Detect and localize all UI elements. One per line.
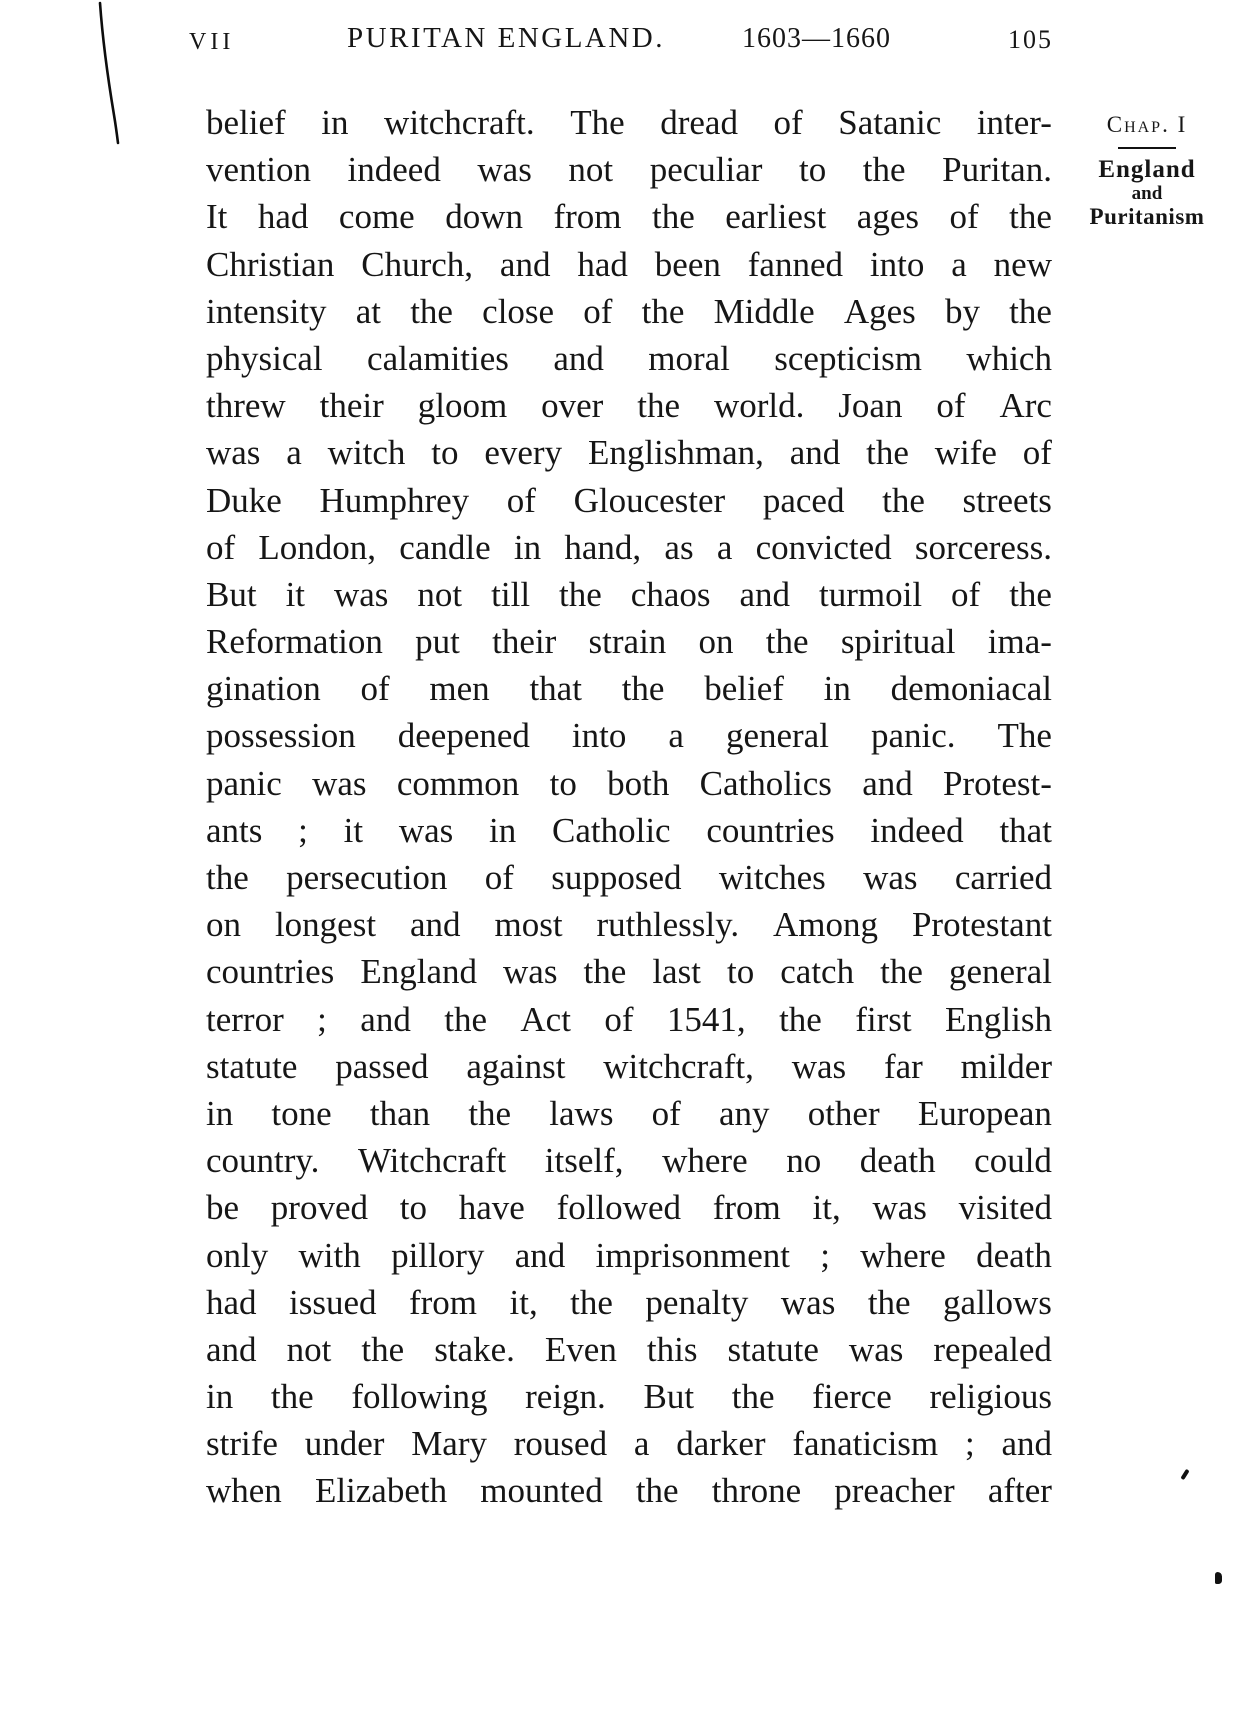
body-line: Reformation put their strain on the spiritual ima- [206,622,1052,662]
body-line: when Elizabeth mounted the throne preacher after [206,1471,1052,1511]
body-line: was a witch to every Englishman, and the wife of [206,433,1052,473]
body-line: Christian Church, and had been fanned into a new [206,244,1052,284]
body-line: only with pillory and imprisonment ; where death [206,1235,1052,1275]
ink-speck [1215,1572,1222,1584]
body-line: gination of men that the belief in demoniacal [206,669,1052,709]
margin-note [1080,112,1214,230]
body-text [206,99,1052,1515]
margin-chapter-label: Chap. I [1106,112,1188,137]
body-line: panic was common to both Catholics and Protest- [206,763,1052,803]
chapter-numeral: VII [189,29,235,55]
body-line: It had come down from the earliest ages of the [206,197,1052,237]
body-line: on longest and most ruthlessly. Among Protestant [206,905,1052,945]
body-line: country. Witchcraft itself, where no death could [206,1141,1052,1181]
body-line: threw their gloom over the world. Joan of Arc [206,386,1052,426]
body-line: the persecution of supposed witches was carried [206,858,1052,897]
running-title: PURITAN ENGLAND. [347,22,665,54]
body-line: in tone than the laws of any other European [206,1093,1052,1133]
body-line: statute passed against witchcraft, was far milder [206,1046,1052,1086]
body-line: possession deepened into a general panic. The [206,716,1052,756]
body-line: terror ; and the Act of 1541, the first English [206,999,1052,1039]
body-line: had issued from it, the penalty was the gallows [206,1282,1052,1322]
body-line: physical calamities and moral scepticism which [206,338,1052,378]
body-line: be proved to have followed from it, was visited [206,1188,1052,1228]
page-number: 105 [1008,25,1053,54]
date-range: 1603—1660 [742,23,891,54]
margin-topic-line: Puritanism [1089,204,1205,229]
margin-topic-line: and [1131,183,1163,204]
page-header [0,0,1257,70]
body-line: intensity at the close of the Middle Ages by the [206,291,1052,331]
body-line: vention indeed was not peculiar to the Puritan. [206,150,1052,190]
body-line: in the following reign. But the fierce religious [206,1377,1052,1417]
body-line: ants ; it was in Catholic countries indeed that [206,810,1052,850]
body-line: of London, candle in hand, as a convicted sorceress. [206,527,1052,567]
margin-topic-line: England [1098,156,1196,183]
body-line: But it was not till the chaos and turmoil of the [206,574,1052,614]
body-line: countries England was the last to catch the general [206,952,1052,992]
body-line: and not the stake. Even this statute was repealed [206,1329,1052,1369]
body-line: strife under Mary roused a darker fanaticism ; and [206,1424,1052,1464]
ink-speck [1180,1469,1189,1480]
body-line: belief in witchcraft. The dread of Satanic inter- [206,103,1052,142]
body-line: Duke Humphrey of Gloucester paced the streets [206,480,1052,520]
margin-rule [1118,147,1176,149]
